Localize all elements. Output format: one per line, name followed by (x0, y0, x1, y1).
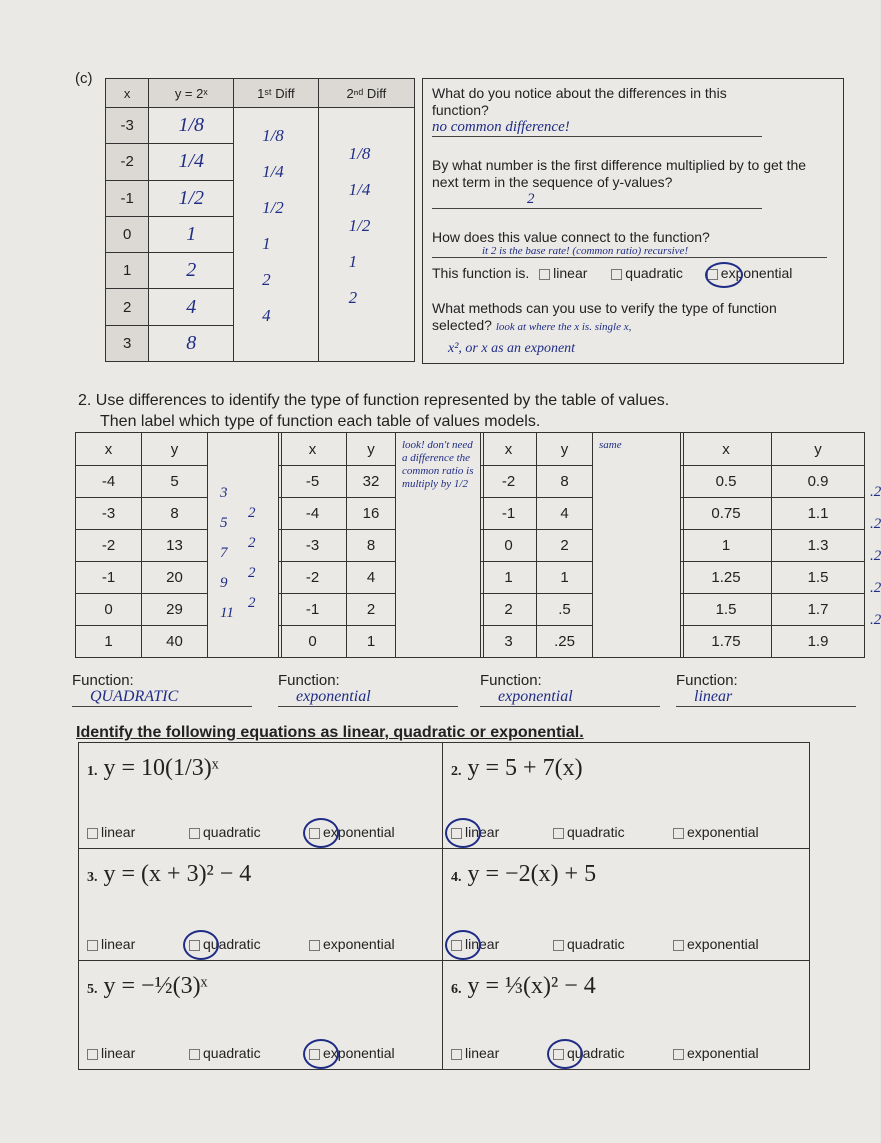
checkbox[interactable] (673, 1049, 684, 1060)
y-cell[interactable]: 4 (149, 289, 234, 325)
option-label: quadratic (203, 824, 261, 840)
option-quadratic: quadratic (625, 265, 683, 281)
x-cell: -2 (106, 144, 149, 180)
difference-note: .2 (870, 612, 881, 628)
equation-number: 1. (87, 764, 98, 779)
option-label: exponential (687, 1045, 759, 1061)
equation-text: y = −½(3)ˣ (103, 973, 208, 999)
x-cell: 1.75 (681, 626, 772, 658)
table-row (681, 594, 865, 626)
question-1: What do you notice about the differences in this function? (432, 85, 727, 118)
option-linear[interactable] (87, 1045, 135, 1061)
option-exponential[interactable] (309, 1045, 395, 1061)
answer-2[interactable]: 2 (432, 191, 762, 209)
x-cell: 1 (76, 626, 142, 658)
option-quadratic[interactable] (189, 1045, 261, 1061)
y-cell: 1.5 (772, 562, 865, 594)
second-diff-column (318, 108, 414, 362)
second-difference-note: 2 (248, 535, 256, 551)
x-cell: -1 (76, 562, 142, 594)
table-row (681, 562, 865, 594)
x-cell: 0 (76, 594, 142, 626)
function-answer[interactable]: linear (676, 688, 856, 707)
option-label: exponential (687, 936, 759, 952)
option-label: linear (101, 1045, 136, 1061)
option-exponential[interactable] (673, 936, 759, 952)
difference-note: .2 (870, 580, 881, 596)
option-quadratic[interactable] (553, 824, 625, 840)
equation (451, 755, 583, 782)
equation-cell-2 (443, 743, 809, 849)
equation-text: y = 10(1/3)ˣ (103, 755, 219, 781)
x-cell: 0.5 (681, 466, 772, 498)
y-cell: 1.9 (772, 626, 865, 658)
function-label: Function: (676, 672, 738, 689)
y-cell: 20 (142, 562, 208, 594)
diff-value: 2 (348, 288, 358, 307)
difference-note: 5 (220, 515, 228, 531)
x-cell: 1.5 (681, 594, 772, 626)
x-cell: 0 (279, 626, 347, 658)
x-cell: 0 (481, 530, 537, 562)
option-label: exponential (323, 824, 395, 840)
header-cell: y = 2ˣ (149, 79, 234, 108)
equation-number: 3. (87, 870, 98, 885)
answer-3[interactable]: it 2 is the base rate! (common ratio) recursive! (432, 245, 827, 258)
y-cell[interactable]: 1/8 (149, 108, 234, 144)
x-cell: -1 (481, 498, 537, 530)
checkbox[interactable] (451, 1049, 462, 1060)
option-label: linear (465, 936, 500, 952)
table-row (681, 498, 865, 530)
y-cell[interactable]: 1/2 (149, 180, 234, 216)
difference-note: .2 (870, 484, 881, 500)
option-linear[interactable] (451, 824, 499, 840)
section-3-title: Identify the following equations as linear, quadratic or exponential. (76, 724, 584, 741)
question-3: How does this value connect to the function? (432, 229, 710, 245)
header-cell: y (347, 433, 396, 466)
equation-text: y = ⅓(x)² − 4 (467, 973, 596, 999)
option-label: linear (101, 936, 136, 952)
equation-cell-3 (79, 849, 443, 961)
diff-value: 4 (262, 306, 271, 325)
equation-number: 5. (87, 982, 98, 997)
option-exponential[interactable] (673, 824, 759, 840)
section-2-title: 2. Use differences to identify the type of function represented by the table of values. (78, 392, 670, 409)
values-table-4 (680, 432, 865, 658)
y-cell: 2 (537, 530, 593, 562)
option-quadratic[interactable] (553, 1045, 625, 1061)
option-label: exponential (323, 1045, 395, 1061)
option-quadratic[interactable] (189, 824, 261, 840)
diff-value: 1/4 (348, 180, 371, 199)
x-cell: -2 (279, 562, 347, 594)
checkbox[interactable] (309, 940, 320, 951)
option-linear[interactable] (451, 936, 499, 952)
y-cell: .5 (537, 594, 593, 626)
y-cell[interactable]: 1 (149, 216, 234, 252)
option-exponential: exponential (720, 265, 793, 281)
function-answer[interactable]: exponential (480, 688, 660, 707)
header-cell: x (106, 79, 149, 108)
y-cell: 8 (537, 466, 593, 498)
option-quadratic[interactable] (189, 936, 261, 952)
checkbox[interactable] (553, 828, 564, 839)
selection-circle (303, 818, 339, 848)
table-row (681, 530, 865, 562)
option-exponential[interactable] (309, 824, 395, 840)
y-cell: 8 (142, 498, 208, 530)
y-cell: 0.9 (772, 466, 865, 498)
y-cell[interactable]: 1/4 (149, 144, 234, 180)
notes-column (593, 433, 684, 658)
difference-note: .2 (870, 548, 881, 564)
header-cell: y (537, 433, 593, 466)
equation-text: y = (x + 3)² − 4 (103, 861, 252, 887)
equation (87, 861, 251, 888)
x-cell: -1 (106, 180, 149, 216)
selection-circle (547, 1039, 583, 1069)
x-cell: -4 (279, 498, 347, 530)
x-cell: 2 (106, 289, 149, 325)
x-cell: -1 (279, 594, 347, 626)
function-label: Function: (72, 672, 134, 689)
x-cell: -2 (481, 466, 537, 498)
answer-1[interactable]: no common difference! (432, 119, 762, 137)
option-label: quadratic (567, 824, 625, 840)
x-cell: 0 (106, 216, 149, 252)
header-cell: 1ˢᵗ Diff (234, 79, 319, 108)
checkbox-linear[interactable] (539, 269, 550, 280)
option-label: quadratic (567, 936, 625, 952)
second-difference-note: 2 (248, 505, 256, 521)
difference-note: 3 (220, 485, 228, 501)
y-cell: 2 (347, 594, 396, 626)
header-cell: x (681, 433, 772, 466)
x-cell: 1 (481, 562, 537, 594)
x-cell: 2 (481, 594, 537, 626)
option-exponential[interactable] (309, 936, 395, 952)
x-cell: 3 (106, 325, 149, 361)
handwritten-note: look! don't need a difference the common ratio is multiply by 1/2 (402, 439, 474, 490)
second-difference-note: 2 (248, 595, 256, 611)
answer-5a: look at where the x is. single x, (495, 321, 632, 333)
selection-circle (303, 1039, 339, 1069)
equation (451, 861, 596, 888)
first-diff-column (234, 108, 319, 362)
option-linear[interactable] (451, 1045, 499, 1061)
second-difference-note: 2 (248, 565, 256, 581)
x-cell: 0.75 (681, 498, 772, 530)
y-cell: 13 (142, 530, 208, 562)
function-answer[interactable]: QUADRATIC (72, 688, 252, 707)
equation-number: 2. (451, 764, 462, 779)
function-label: Function: (278, 672, 340, 689)
equation-number: 4. (451, 870, 462, 885)
x-cell: -3 (76, 498, 142, 530)
function-type-prompt: This function is. (432, 265, 530, 281)
diff-value: 1/2 (262, 198, 284, 217)
diff-value: 1/8 (262, 126, 284, 145)
option-exponential[interactable] (673, 1045, 759, 1061)
difference-note: 11 (220, 605, 234, 621)
diff-value: 1 (348, 252, 358, 271)
y-cell: 4 (537, 498, 593, 530)
notes-column (208, 433, 282, 658)
part-c-label: (c) (75, 70, 93, 87)
x-cell: -4 (76, 466, 142, 498)
values-table-1 (75, 432, 282, 658)
y-cell: 1.7 (772, 594, 865, 626)
section-2-subtitle: Then label which type of function each table of values models. (100, 413, 541, 430)
y-cell: 4 (347, 562, 396, 594)
x-cell: 3 (481, 626, 537, 658)
y-cell: 32 (347, 466, 396, 498)
y-cell: .25 (537, 626, 593, 658)
option-label: quadratic (203, 936, 261, 952)
y-cell: 40 (142, 626, 208, 658)
y-cell: 1.3 (772, 530, 865, 562)
option-label: exponential (323, 936, 395, 952)
option-linear: linear (553, 265, 588, 281)
checkbox[interactable] (673, 940, 684, 951)
checkbox[interactable] (189, 1049, 200, 1060)
difference-note: 7 (220, 545, 228, 561)
checkbox[interactable] (189, 828, 200, 839)
x-cell: -5 (279, 466, 347, 498)
option-label: linear (465, 1045, 500, 1061)
values-table-3 (480, 432, 684, 658)
checkbox[interactable] (87, 940, 98, 951)
equation-cell-4 (443, 849, 809, 961)
selection-circle (445, 818, 481, 848)
diff-value: 2 (262, 270, 271, 289)
option-quadratic[interactable] (553, 936, 625, 952)
difference-note: 9 (220, 575, 228, 591)
part-c-table (105, 78, 415, 362)
option-label: exponential (687, 824, 759, 840)
checkbox[interactable] (87, 1049, 98, 1060)
checkbox[interactable] (673, 828, 684, 839)
handwritten-note: same (599, 439, 622, 451)
selection-circle (705, 262, 743, 288)
question-5: What methods can you use to verify the type of function selected? look at where the x is. single x, (432, 300, 777, 333)
selection-circle (445, 930, 481, 960)
table-row (681, 626, 865, 658)
equation-cell-5 (79, 961, 443, 1069)
y-cell[interactable]: 2 (149, 253, 234, 289)
function-label: Function: (480, 672, 542, 689)
x-cell: 1.25 (681, 562, 772, 594)
checkbox[interactable] (553, 940, 564, 951)
diff-value: 1/8 (348, 144, 371, 163)
y-cell: 16 (347, 498, 396, 530)
x-cell: -2 (76, 530, 142, 562)
equation (451, 973, 596, 1000)
equation (87, 755, 219, 782)
checkbox[interactable] (87, 828, 98, 839)
header-cell: 2ⁿᵈ Diff (318, 79, 414, 108)
answer-5b[interactable]: x², or x as an exponent (448, 341, 576, 356)
x-cell: -3 (106, 108, 149, 144)
table-row (106, 108, 415, 144)
equation (87, 973, 208, 1000)
values-table-2 (278, 432, 484, 658)
y-cell: 1 (347, 626, 396, 658)
y-cell: 1 (537, 562, 593, 594)
table-row (681, 466, 865, 498)
equation-cell-6 (443, 961, 809, 1069)
diff-value: 1/2 (348, 216, 371, 235)
equations-grid (78, 742, 810, 1070)
checkbox-quadratic[interactable] (611, 269, 622, 280)
y-cell: 5 (142, 466, 208, 498)
header-cell: x (76, 433, 142, 466)
diff-value: 1/4 (262, 162, 284, 181)
equation-cell-1 (79, 743, 443, 849)
equation-text: y = −2(x) + 5 (467, 861, 597, 887)
header-cell: x (279, 433, 347, 466)
option-label: quadratic (203, 1045, 261, 1061)
equation-number: 6. (451, 982, 462, 997)
y-cell: 8 (347, 530, 396, 562)
selection-circle (183, 930, 219, 960)
diff-value: 1 (262, 234, 271, 253)
notes-column (396, 433, 484, 658)
header-cell: y (772, 433, 865, 466)
y-cell: 29 (142, 594, 208, 626)
header-cell: x (481, 433, 537, 466)
x-cell: 1 (106, 253, 149, 289)
option-linear[interactable] (87, 936, 135, 952)
option-label: quadratic (567, 1045, 625, 1061)
y-cell[interactable]: 8 (149, 325, 234, 361)
difference-note: .2 (870, 516, 881, 532)
option-label: linear (101, 824, 136, 840)
question-2: By what number is the first difference multiplied by to get the next term in the sequence of y-values? (432, 157, 807, 190)
x-cell: 1 (681, 530, 772, 562)
function-answer[interactable]: exponential (278, 688, 458, 707)
y-cell: 1.1 (772, 498, 865, 530)
x-cell: -3 (279, 530, 347, 562)
equation-text: y = 5 + 7(x) (467, 755, 583, 781)
header-cell: y (142, 433, 208, 466)
part-c-questions (422, 78, 844, 364)
option-linear[interactable] (87, 824, 135, 840)
option-label: linear (465, 824, 500, 840)
